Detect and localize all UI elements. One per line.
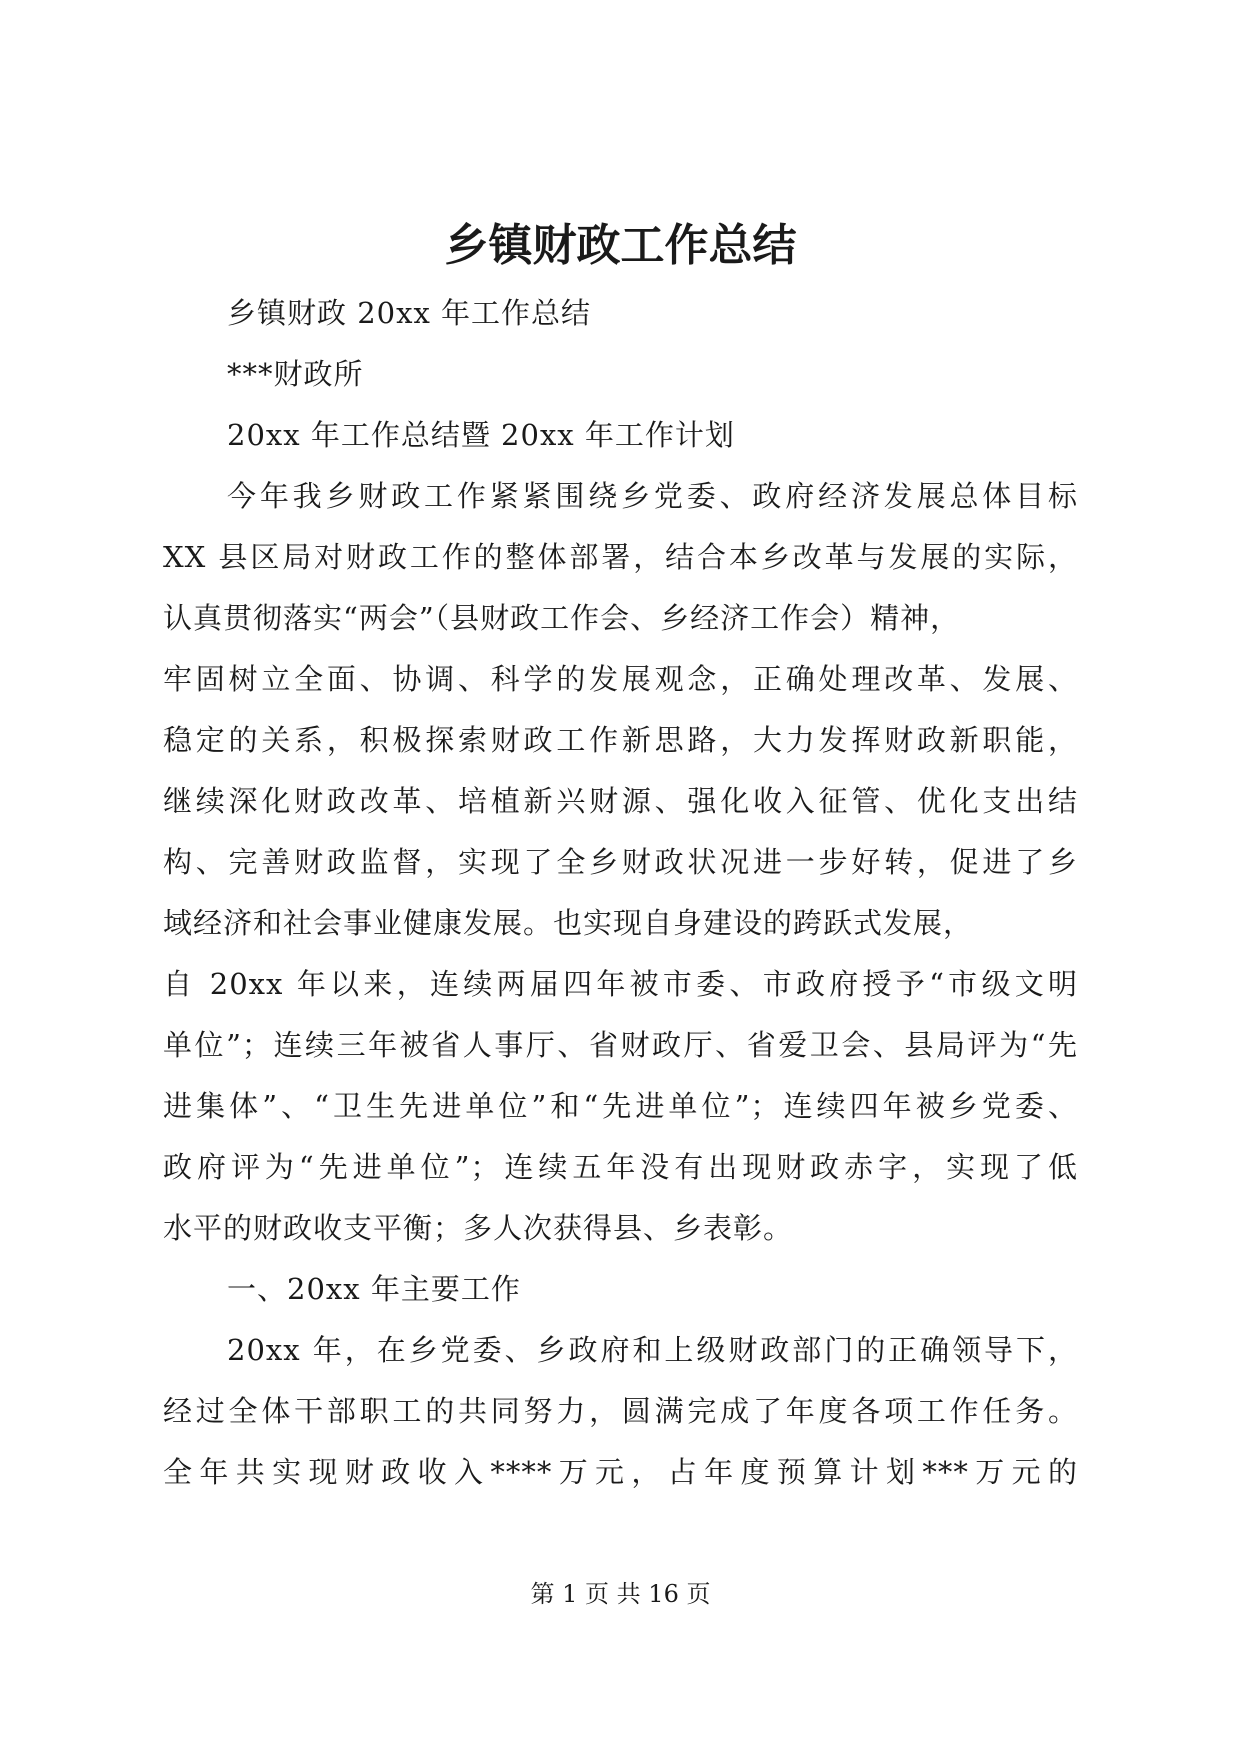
text-line: 20xx 年工作总结暨 20xx 年工作计划 — [227, 418, 735, 452]
text-line: 经过全体干部职工的共同努力，圆满完成了年度各项工作任务。 — [163, 1394, 1078, 1428]
page-footer: 第 1 页 共 16 页 — [530, 1580, 711, 1608]
text-line: 全年共实现财政收入****万元，占年度预算计划***万元的 — [163, 1455, 1078, 1489]
text-line: 自 20xx 年以来，连续两届四年被市委、市政府授予“市级文明 — [163, 967, 1078, 1001]
text-line: 稳定的关系，积极探索财政工作新思路，大力发挥财政新职能， — [163, 723, 1078, 757]
text-line: 水平的财政收支平衡；多人次获得县、乡表彰。 — [163, 1211, 794, 1245]
text-line: 20xx 年，在乡党委、乡政府和上级财政部门的正确领导下， — [227, 1333, 1078, 1367]
document-title: 乡镇财政工作总结 — [444, 220, 797, 271]
text-line: 认真贯彻落实“两会”（县财政工作会、乡经济工作会）精神， — [163, 601, 961, 635]
text-line: 政府评为“先进单位”；连续五年没有出现财政赤字，实现了低 — [163, 1150, 1078, 1184]
text-line: 单位”；连续三年被省人事厅、省财政厅、省爱卫会、县局评为“先 — [163, 1028, 1078, 1062]
text-line: 乡镇财政 20xx 年工作总结 — [227, 296, 592, 330]
text-line: 牢固树立全面、协调、科学的发展观念，正确处理改革、发展、 — [163, 662, 1078, 696]
text-line: 构、完善财政监督，实现了全乡财政状况进一步好转，促进了乡 — [163, 845, 1078, 879]
text-line: 域经济和社会事业健康发展。也实现自身建设的跨跃式发展， — [163, 906, 974, 940]
text-line: 今年我乡财政工作紧紧围绕乡党委、政府经济发展总体目标 — [227, 479, 1078, 513]
section-heading: 一、20xx 年主要工作 — [227, 1272, 521, 1306]
text-line: 进集体”、“卫生先进单位”和“先进单位”；连续四年被乡党委、 — [163, 1089, 1078, 1123]
document-body — [163, 283, 1078, 1503]
text-line: ***财政所 — [227, 357, 364, 391]
text-line: 继续深化财政改革、培植新兴财源、强化收入征管、优化支出结 — [163, 784, 1078, 818]
text-line: XX 县区局对财政工作的整体部署，结合本乡改革与发展的实际， — [163, 540, 1078, 574]
